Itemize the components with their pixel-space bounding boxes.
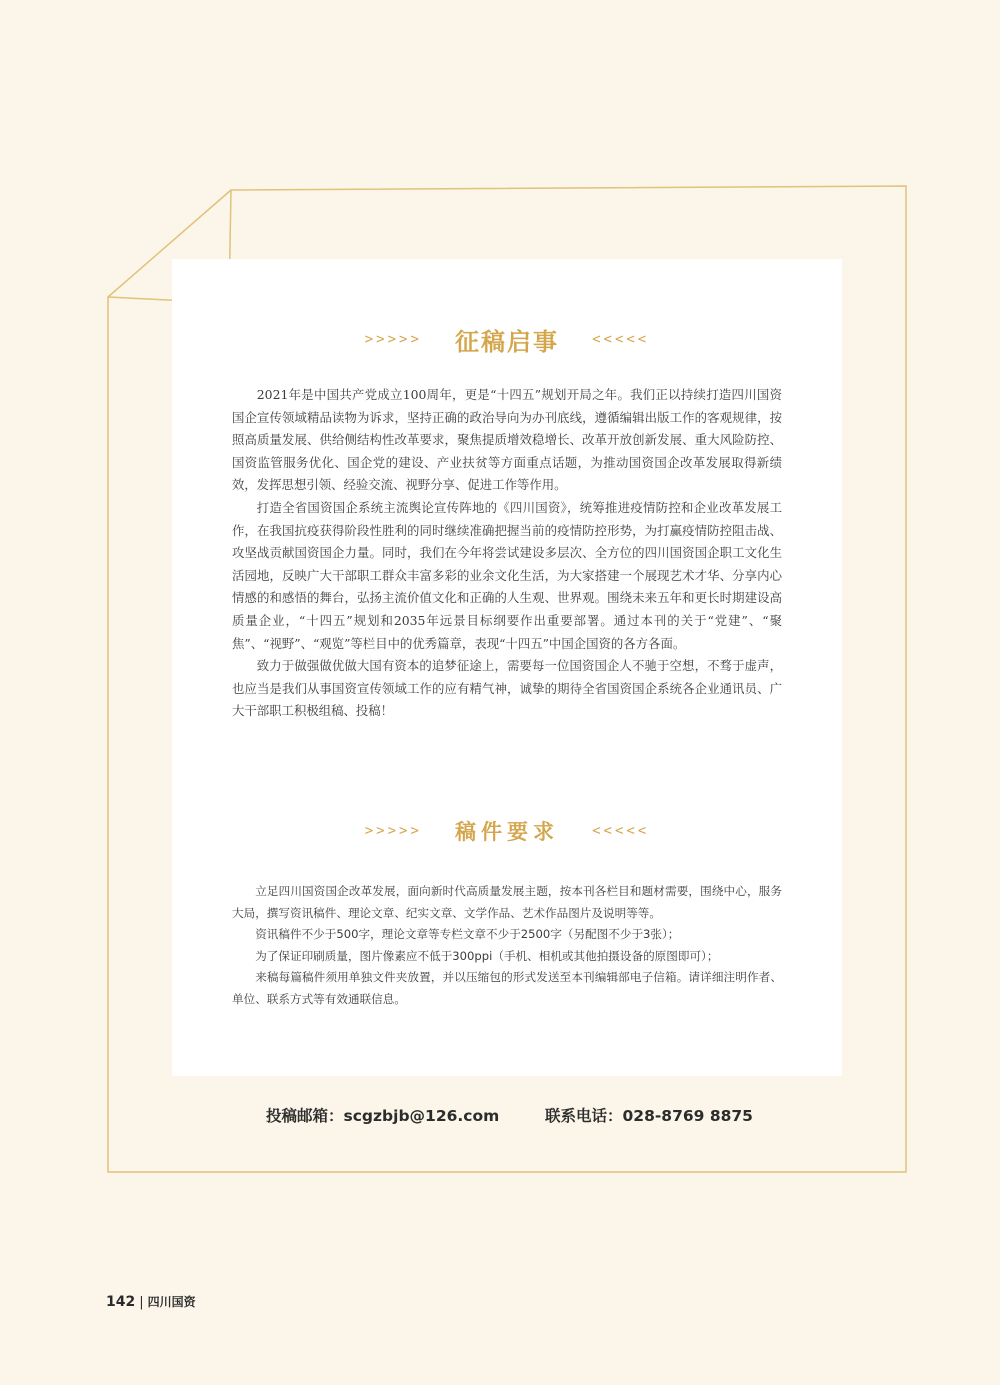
arrows-right-decoration: <<<<< bbox=[592, 823, 650, 839]
submission-email: 投稿邮箱：scgzbjb@126.com bbox=[266, 1107, 500, 1125]
paragraph: 资讯稿件不少于500字，理论文章等专栏文章不少于2500字（另配图不少于3张）； bbox=[255, 927, 680, 942]
page-number: 142 bbox=[106, 1294, 136, 1310]
paragraph: 立足四川国资国企改革发展，面向新时代高质量发展主题，按本刊各栏目和题材需要，围绕中心，服务大局，撰写资讯稿件、理论文章、纪实文章、文学作品、艺术作品图片及说明等等。 bbox=[232, 884, 782, 920]
section-title: 征稿启事 bbox=[455, 327, 559, 356]
contact-phone: 联系电话：028-8769 8875 bbox=[545, 1107, 753, 1125]
footer-separator: | bbox=[139, 1295, 144, 1310]
paragraph: 来稿每篇稿件须用单独文件夹放置，并以压缩包的形式发送至本刊编辑部电子信箱。请详细注明作者、单位、联系方式等有效通联信息。 bbox=[232, 970, 782, 1006]
paragraph: 为了保证印刷质量，图片像素应不低于300ppi（手机、相机或其他拍摄设备的原图即可）； bbox=[255, 948, 719, 963]
paragraph: 致力于做强做优做大国有资本的追梦征途上，需要每一位国资国企人不驰于空想，不骛于虚声，也应当是我们从事国资宣传领域工作的应有精气神，诚挚的期待全省国资国企系统各企业通讯员、广大干部职工积极组稿、投稿！ bbox=[232, 658, 782, 719]
section-heading-call-for-papers bbox=[172, 322, 842, 357]
call-for-papers-text bbox=[232, 384, 782, 723]
arrows-left-decoration: >>>>> bbox=[364, 823, 422, 839]
paragraph: 2021年是中国共产党成立100周年，更是“十四五”规划开局之年。我们正以持续打造四川国资国企宣传领域精品读物为诉求，坚持正确的政治导向为办刊底线，遵循编辑出版工作的客观规律，按照高质量发展、供给侧结构性改革要求，聚焦提质增效稳增长、改革开放创新发展、重大风险防控、国资监管服务优化、国企党的建设、产业扶贫等方面重点话题，为推动国资国企改革发展取得新绩效，发挥思想引领、经验交流、视野分享、促进工作等作用。 bbox=[232, 387, 782, 493]
requirements-text bbox=[232, 881, 782, 1011]
arrows-right-decoration: <<<<< bbox=[592, 331, 650, 348]
paragraph: 打造全省国资国企系统主流舆论宣传阵地的《四川国资》，统筹推进疫情防控和企业改革发展工作，在我国抗疫获得阶段性胜利的同时继续准确把握当前的疫情防控形势，为打赢疫情防控阻击战、攻坚战贡献国资国企力量。同时，我们在今年将尝试建设多层次、全方位的四川国资国企职工文化生活园地，反映广大干部职工群众丰富多彩的业余文化生活，为大家搭建一个展现艺术才华、分享内心情感的和感悟的舞台，弘扬主流价值文化和正确的人生观、世界观。围绕未来五年和更长时期建设高质量企业，“十四五”规划和2035年远景目标纲要作出重要部署。通过本刊的关于“党建”、“聚焦”、“视野”、“观览”等栏目中的优秀篇章，表现“十四五”中国企国资的各方各面。 bbox=[232, 499, 782, 651]
magazine-name: 四川国资 bbox=[147, 1295, 196, 1309]
section-title: 稿件要求 bbox=[455, 819, 559, 844]
section-heading-requirements bbox=[172, 816, 842, 846]
arrows-left-decoration: >>>>> bbox=[364, 331, 422, 348]
page-footer bbox=[106, 1291, 196, 1310]
